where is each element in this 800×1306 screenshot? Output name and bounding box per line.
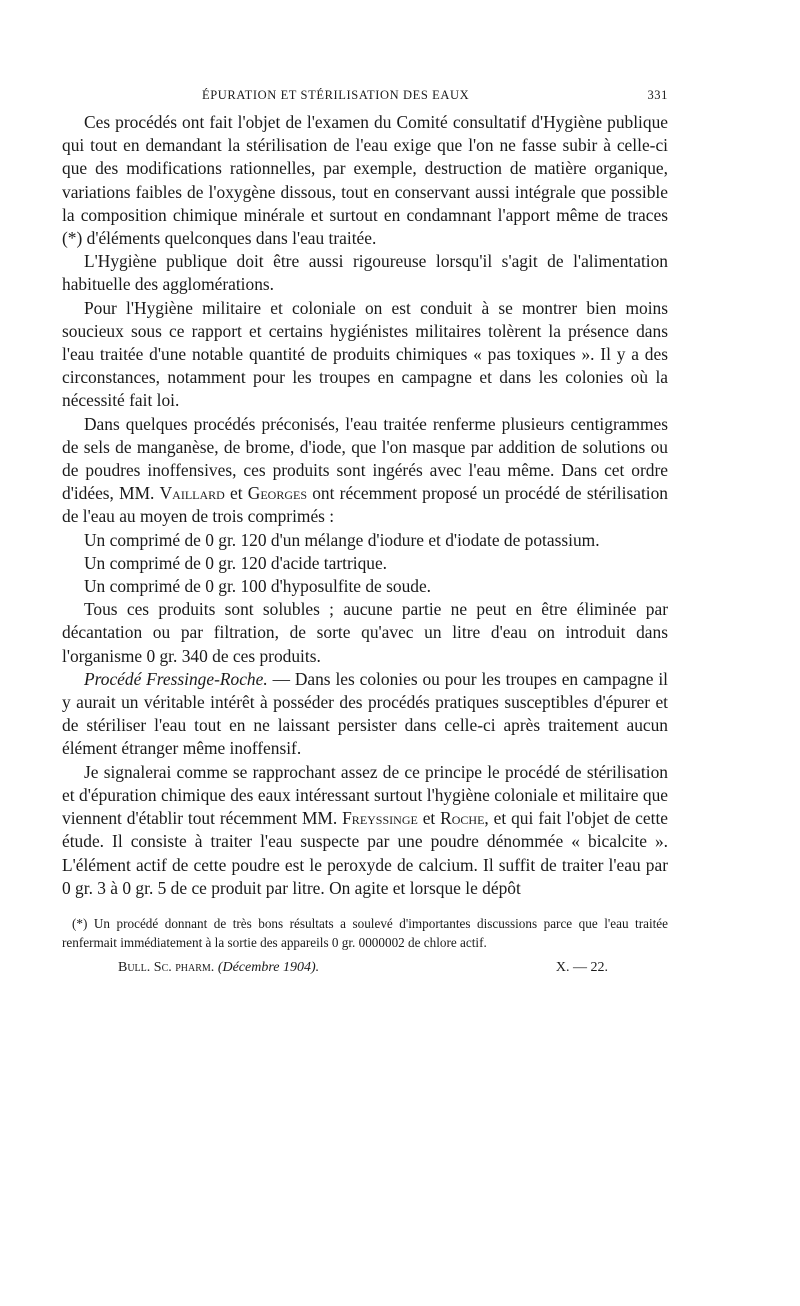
running-header	[202, 88, 668, 103]
author-name: Georges	[247, 483, 308, 504]
journal-name: Bull. Sc. pharm.	[118, 959, 215, 975]
author-name: Vaillard	[159, 483, 225, 504]
list-item: Un comprimé de 0 gr. 100 d'hyposulfite de soude.	[84, 576, 432, 597]
author-name: Freyssinge	[342, 808, 418, 829]
paragraph: Tous ces produits sont solubles ; aucune partie ne peut en être éliminée par décantation ou par filtration, de sorte qu'avec un litre d'eau on introduit dans l'organisme 0 gr. 340 de ces produits.	[62, 599, 668, 666]
paragraph-text: Dans quelques procédés préconisés, l'eau traitée renferme plusieurs centigrammes de sels de manganèse, de brome, d'iode, que l'on masque par addition de solutions ou de poudres inoffensives, ces produits sont ingérés avec l'eau même. Dans cet ordre d'idées, MM.	[62, 413, 668, 504]
paragraph: Pour l'Hygiène militaire et coloniale on est conduit à se montrer bien moins soucieux sous ce rapport et certains hygiénistes militaires tolèrent la présence dans l'eau traitée d'une notable quantité de produits chimiques « pas toxiques ». Il y a des circonstances, notamment pour les troupes en campagne et dans les colonies où la nécessité fait loi.	[62, 297, 668, 411]
volume-sheet: X. — 22.	[555, 959, 608, 975]
paragraph	[62, 761, 668, 900]
running-title: ÉPURATION ET STÉRILISATION DES EAUX	[202, 88, 470, 102]
paragraph-text: ont récemment proposé un procédé de stérilisation de l'eau au moyen de trois comprimés :	[62, 483, 668, 527]
journal-citation	[118, 960, 319, 976]
paragraph-text: Je signalerai comme se rapprochant assez de ce principe le procédé de stérilisation et d'épuration chimique des eaux intéressant surtout l'hygiène coloniale et militaire que viennent d'établir tout récemment MM.	[62, 761, 668, 829]
author-name: Roche	[440, 808, 485, 829]
list-item: Un comprimé de 0 gr. 120 d'un mélange d'iodure et d'iodate de potassium.	[84, 529, 600, 550]
section-paragraph	[62, 668, 668, 761]
section-text: — Dans les colonies ou pour les troupes en campagne il y aurait un véritable intérêt à posséder des procédés pratiques susceptibles d'épurer et de stériliser l'eau tout en ne laissant persister dans celle-ci après traitement aucun élément étranger même inoffensif.	[62, 668, 669, 759]
section-title: Procédé Fressinge-Roche.	[84, 668, 268, 689]
paragraph	[62, 413, 668, 529]
document-page	[62, 88, 668, 976]
paragraph: L'Hygiène publique doit être aussi rigoureuse lorsqu'il s'agit de l'alimentation habituelle des agglomérations.	[62, 251, 668, 295]
paragraph: Ces procédés ont fait l'objet de l'examen du Comité consultatif d'Hygiène publique qui tout en demandant la stérilisation de l'eau exige que l'on ne fasse subir à celle-ci que des modifications rationnelles, par exemple, destruction de matière organique, variations faibles de l'oxygène dissous, tout en conservant aussi intégrale que possible la composition chimique minérale et surtout en condamnant l'apport même de traces (*) d'éléments quelconques dans l'eau traitée.	[62, 112, 668, 249]
list-item: Un comprimé de 0 gr. 120 d'acide tartrique.	[84, 552, 388, 573]
footnote-text: (*) Un procédé donnant de très bons résultats a soulevé d'importantes discussions parce que l'eau traitée renfermait immédiatement à la sortie des appareils 0 gr. 0000002 de chlore actif.	[62, 915, 668, 950]
page-number: 331	[647, 88, 668, 102]
issue-date: (Décembre 1904).	[217, 959, 320, 975]
body-text	[62, 111, 668, 900]
footnote	[62, 914, 668, 952]
paragraph-text: et	[224, 483, 248, 504]
paragraph-text: et	[417, 808, 441, 829]
paragraph-text: , et qui fait l'objet de cette étude. Il consiste à traiter l'eau suspecte par une poudre dénommée « bicalcite ». L'élément actif de cette poudre est le peroxyde de calcium. Il suffit de traiter l'eau par 0 gr. 3 à 0 gr. 5 de ce produit par litre. On agite et lorsque le dépôt	[62, 808, 668, 898]
page-footer	[62, 960, 668, 976]
